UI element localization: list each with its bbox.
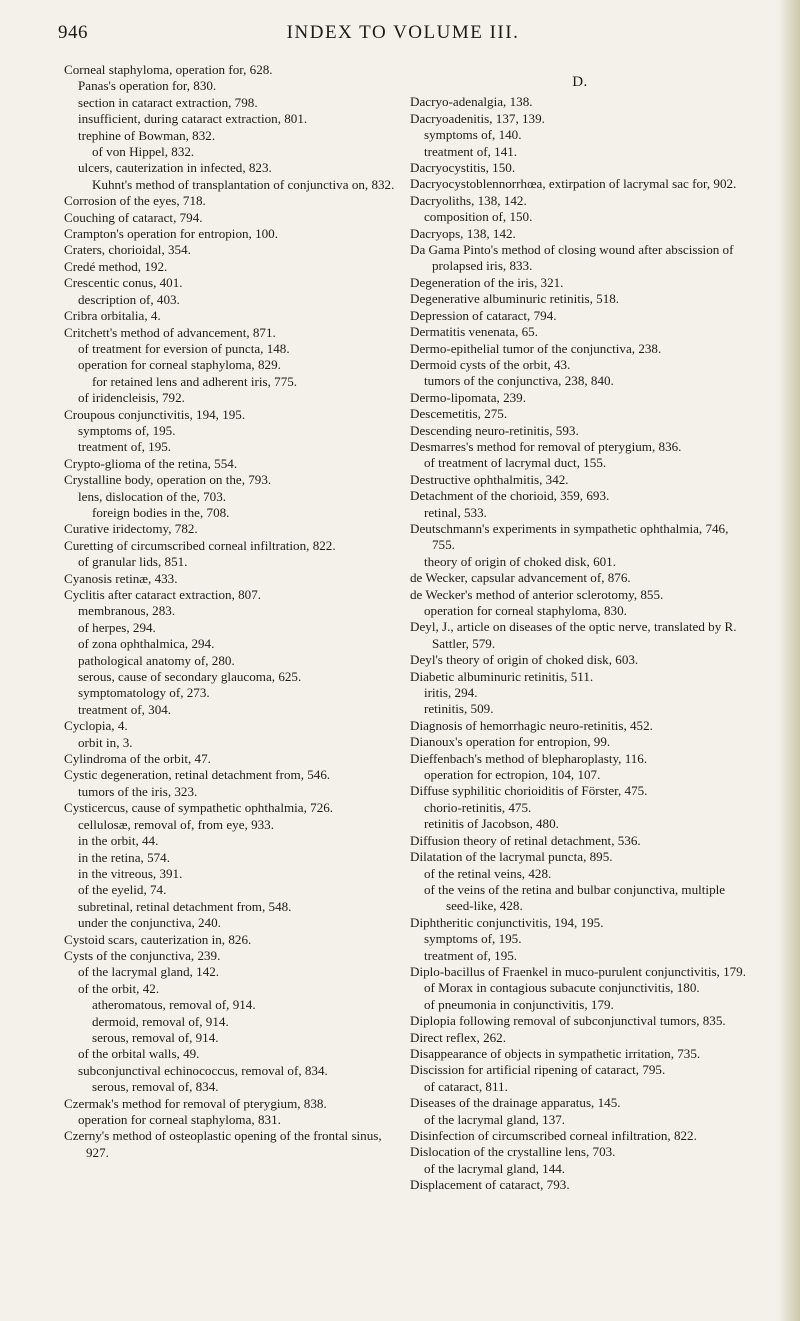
index-entry: pathological anatomy of, 280. [78,652,235,668]
index-entry: Dacryoadenitis, 137, 139. [410,110,545,126]
index-entry: Dilatation of the lacrymal puncta, 895. [410,849,613,865]
index-entry: retinitis, 509. [424,701,494,717]
index-entry: Deyl's theory of origin of choked disk, 603. [410,652,639,668]
index-entry: Corneal staphyloma, operation for, 628. [64,62,273,77]
index-entry: of Morax in contagious subacute conjunctivitis, 180. [424,980,700,996]
index-entry: Dianoux's operation for entropion, 99. [410,734,611,750]
index-entry: ulcers, cauterization in infected, 823. [78,160,272,176]
index-entry: Czerny's method of osteoplastic opening of the frontal sinus, 927. [64,1128,382,1160]
index-entry: Panas's operation for, 830. [78,78,217,94]
index-entry: Croupous conjunctivitis, 194, 195. [64,406,246,422]
index-entry: trephine of Bowman, 832. [78,127,216,143]
index-entry: Dislocation of the crystalline lens, 703. [410,1144,616,1160]
index-entry: subretinal, retinal detachment from, 548. [78,898,292,914]
index-entry: dermoid, removal of, 914. [92,1013,229,1029]
index-entry: for retained lens and adherent iris, 775. [92,373,298,389]
index-entry: Dacryoliths, 138, 142. [410,192,527,208]
page-number: 946 [58,22,88,43]
index-entry: Dermoid cysts of the orbit, 43. [410,356,571,372]
index-entry: Czermak's method for removal of pterygium, 838. [64,1095,327,1111]
index-entry: Cysts of the conjunctiva, 239. [64,947,221,963]
index-entry: Critchett's method of advancement, 871. [64,324,276,340]
index-entry: Detachment of the chorioid, 359, 693. [410,488,610,504]
index-entry: symptomatology of, 273. [78,685,210,701]
section-letter-heading: D. [572,74,588,90]
index-entry: of iridencleisis, 792. [78,390,185,406]
index-entry: de Wecker, capsular advancement of, 876. [410,570,631,586]
index-entry: operation for corneal staphyloma, 830. [424,603,627,618]
index-entry: Diffuse syphilitic chorioiditis of Förster, 475. [410,783,648,799]
index-entry: Couching of cataract, 794. [64,209,203,225]
index-entry: of cataract, 811. [424,1078,508,1094]
index-entry: Cyclopia, 4. [64,718,128,734]
index-entry: tumors of the iris, 323. [78,783,198,799]
right-entries-list [410,94,750,1193]
index-entry: chorio-retinitis, 475. [424,799,532,815]
index-entry: in the vitreous, 391. [78,865,183,881]
index-entry: Depression of cataract, 794. [410,307,557,323]
index-entry: serous, removal of, 834. [92,1079,219,1095]
index-entry: Crystalline body, operation on the, 793. [64,472,272,488]
index-entry: treatment of, 195. [424,947,518,963]
index-entry: Cystoid scars, cauterization in, 826. [64,931,252,947]
index-entry: of the lacrymal gland, 137. [424,1111,566,1127]
index-entry: Dacryocystitis, 150. [410,160,516,176]
index-entry: Dermatitis venenata, 65. [410,324,538,340]
index-entry: retinal, 533. [424,504,487,520]
index-entry: section in cataract extraction, 798. [78,94,258,110]
index-entry: orbit in, 3. [78,734,133,750]
index-entry: Diabetic albuminuric retinitis, 511. [410,668,594,684]
index-entry: Diseases of the drainage apparatus, 145. [410,1095,621,1111]
index-entry: Cyclitis after cataract extraction, 807. [64,587,262,602]
index-entry: of the orbital walls, 49. [78,1046,200,1062]
index-entry: operation for corneal staphyloma, 829. [78,357,281,373]
index-entry: Displacement of cataract, 793. [410,1177,570,1193]
index-entry: de Wecker's method of anterior sclerotomy, 855. [410,586,664,602]
index-entry: Cysticercus, cause of sympathetic ophthalmia, 726. [64,800,334,816]
index-entry: Credé method, 192. [64,258,168,274]
index-entry: operation for corneal staphyloma, 831. [78,1112,281,1127]
index-entry: Dieffenbach's method of blepharoplasty, 116. [410,750,648,766]
index-entry: of herpes, 294. [78,619,156,635]
index-entry: symptoms of, 195. [424,931,522,947]
index-entry: Desmarres's method for removal of pterygium, 836. [410,438,682,454]
index-entry: treatment of, 304. [78,701,172,717]
index-entry: atheromatous, removal of, 914. [92,997,256,1013]
index-entry: Cribra orbitalia, 4. [64,308,161,324]
index-entry: Dermo-lipomata, 239. [410,389,526,405]
index-entry: Crampton's operation for entropion, 100. [64,226,279,242]
index-entry: serous, cause of secondary glaucoma, 625. [78,669,302,685]
index-entry: Cylindroma of the orbit, 47. [64,751,211,767]
index-entry: Diagnosis of hemorrhagic neuro-retinitis, 452. [410,717,653,733]
index-entry: Dacryocystoblennorrhœa, extirpation of lacrymal sac for, 902. [410,176,737,192]
index-entry: of zona ophthalmica, 294. [78,636,215,652]
index-entry: Diplo-bacillus of Fraenkel in muco-purulent conjunctivitis, 179. [410,963,747,979]
index-entry: of the orbit, 42. [78,980,160,996]
index-entry: insufficient, during cataract extraction, 801. [78,111,308,127]
index-entry: symptoms of, 140. [424,127,522,143]
index-entry: of treatment for eversion of puncta, 148. [78,340,290,356]
index-entry: of treatment of lacrymal duct, 155. [424,455,607,471]
index-entry: foreign bodies in the, 708. [92,504,230,520]
index-entry: Corrosion of the eyes, 718. [64,193,206,209]
right-index-column [410,62,750,1194]
index-entry: Dacryops, 138, 142. [410,225,516,241]
index-entry: Cyanosis retinæ, 433. [64,570,178,586]
index-entry: treatment of, 141. [424,143,518,159]
index-entry: Cystic degeneration, retinal detachment from, 546. [64,767,331,783]
index-entry: Kuhnt's method of transplantation of conjunctiva on, 832. [92,176,395,192]
index-entry: Crypto-glioma of the retina, 554. [64,455,238,471]
running-title: INDEX TO VOLUME III. [286,22,520,43]
index-entry: subconjunctival echinococcus, removal of, 834. [78,1062,328,1078]
index-entry: Deyl, J., article on diseases of the optic nerve, translated by R. Sattler, 579. [410,619,737,651]
index-entry: lens, dislocation of the, 703. [78,488,227,504]
index-entry: retinitis of Jacobson, 480. [424,816,559,832]
index-entry: of the eyelid, 74. [78,882,167,898]
index-entry: of the veins of the retina and bulbar conjunctiva, multiple seed-like, 428. [424,881,726,914]
index-entry: membranous, 283. [78,603,176,619]
index-entry: Descemetitis, 275. [410,406,508,422]
index-entry: Dacryo-adenalgia, 138. [410,94,533,110]
index-entry: operation for ectropion, 104, 107. [424,767,601,783]
index-entry: iritis, 294. [424,685,478,701]
index-entry: Degeneration of the iris, 321. [410,274,564,290]
index-entry: Discission for artificial ripening of cataract, 795. [410,1062,666,1078]
index-entry: in the orbit, 44. [78,833,159,849]
index-entry: composition of, 150. [424,209,533,225]
index-entry: Craters, chorioidal, 354. [64,242,191,258]
index-entry: Diphtheritic conjunctivitis, 194, 195. [410,914,604,930]
index-entry: of pneumonia in conjunctivitis, 179. [424,996,614,1012]
index-entry: theory of origin of choked disk, 601. [424,553,617,569]
index-entry: Crescentic conus, 401. [64,275,183,291]
index-entry: Descending neuro-retinitis, 593. [410,422,579,438]
index-entry: treatment of, 195. [78,439,172,455]
index-entry: under the conjunctiva, 240. [78,915,221,931]
page-header [58,22,748,48]
index-entry: Degenerative albuminuric retinitis, 518. [410,291,620,307]
index-entry: serous, removal of, 914. [92,1029,219,1045]
left-index-column [64,62,404,1161]
index-entry: tumors of the conjunctiva, 238, 840. [424,373,614,389]
index-entry: in the retina, 574. [78,849,170,865]
index-entry: Disinfection of circumscribed corneal infiltration, 822. [410,1128,697,1143]
index-entry: of the lacrymal gland, 144. [424,1160,566,1176]
index-entry: Destructive ophthalmitis, 342. [410,471,569,487]
index-entry: of the retinal veins, 428. [424,865,552,881]
index-entry: Curative iridectomy, 782. [64,521,198,537]
index-entry: Diplopia following removal of subconjunctival tumors, 835. [410,1013,726,1029]
index-entry: Curetting of circumscribed corneal infiltration, 822. [64,537,336,553]
index-entry: Disappearance of objects in sympathetic irritation, 735. [410,1045,701,1061]
page-edge-shadow [778,0,800,1321]
index-entry: Deutschmann's experiments in sympathetic ophthalmia, 746, 755. [410,520,729,553]
index-entry: symptoms of, 195. [78,422,176,438]
index-entry: of granular lids, 851. [78,554,188,570]
index-entry: Dermo-epithelial tumor of the conjunctiva, 238. [410,340,662,356]
index-entry: Da Gama Pinto's method of closing wound after abscission of prolapsed iris, 833. [410,242,734,274]
index-entry: Diffusion theory of retinal detachment, 536. [410,832,641,848]
index-entry: Direct reflex, 262. [410,1029,506,1045]
index-entry: description of, 403. [78,291,180,307]
index-entry: of the lacrymal gland, 142. [78,964,220,980]
index-entry: cellulosæ, removal of, from eye, 933. [78,816,274,832]
index-entry: of von Hippel, 832. [92,144,195,160]
